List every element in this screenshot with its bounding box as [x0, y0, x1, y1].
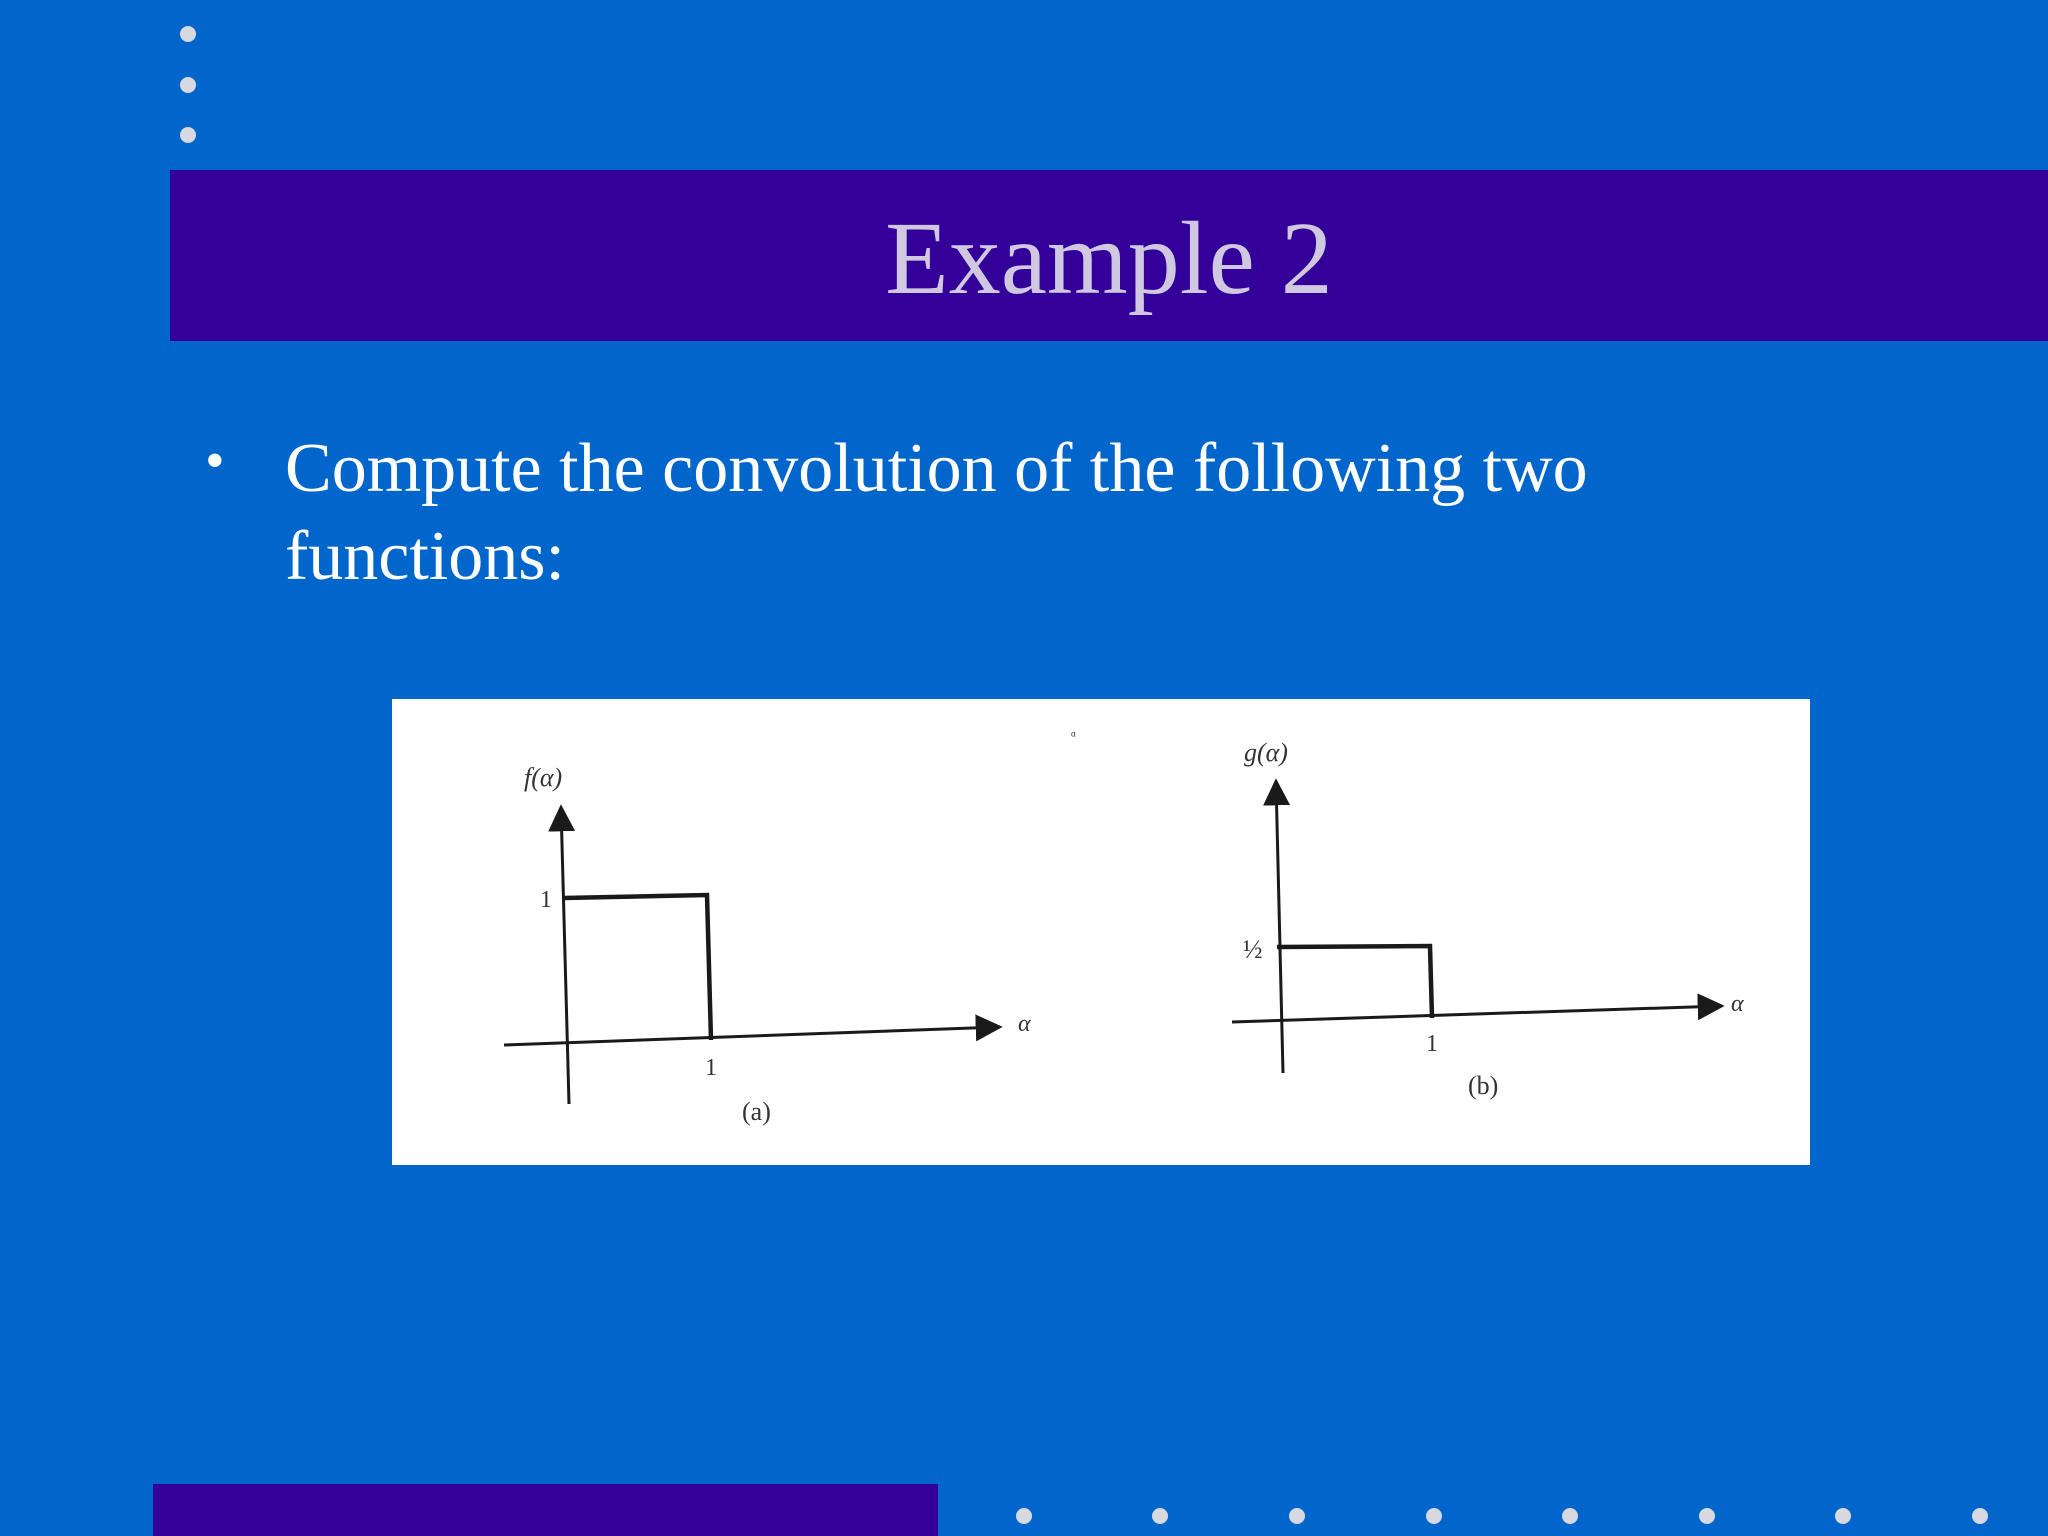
panel-a-x-axis: [504, 1027, 1000, 1045]
panel-b: [1232, 738, 1744, 1100]
decor-dot: [180, 127, 196, 143]
panel-b-y-axis: [1276, 781, 1283, 1073]
decor-dot: [180, 26, 196, 42]
title-band: [170, 170, 2048, 341]
panel-a-pulse: [564, 895, 711, 1040]
decor-dot: [180, 77, 196, 93]
panel-b-x-tick: 1: [1426, 1031, 1438, 1057]
decor-dot: [1152, 1508, 1168, 1524]
bullet-text: Compute the convolution of the following two functions:: [285, 430, 1588, 595]
figure-panel: [392, 699, 1810, 1165]
decor-dot: [1972, 1508, 1988, 1524]
panel-a-ylabel: f(α): [524, 763, 563, 792]
panel-a-y-axis: [561, 807, 569, 1104]
decor-dot: [1016, 1508, 1032, 1524]
panel-a-caption: (a): [742, 1097, 771, 1126]
panel-a-y-tick: 1: [540, 887, 552, 913]
bottom-band: [153, 1484, 938, 1536]
panel-a: [504, 763, 1031, 1126]
decor-dot: [1562, 1508, 1578, 1524]
decor-dot: [1289, 1508, 1305, 1524]
panel-b-caption: (b): [1468, 1071, 1499, 1100]
panel-a-x-tick: 1: [705, 1055, 717, 1081]
decor-dot: [1699, 1508, 1715, 1524]
figure-svg: [392, 699, 1810, 1165]
scan-artifact: ᵅ: [1071, 728, 1077, 745]
panel-b-xlabel: α: [1731, 991, 1744, 1017]
bullet-marker: •: [205, 430, 225, 492]
panel-b-x-axis: [1232, 1006, 1722, 1022]
panel-a-xlabel: α: [1018, 1011, 1031, 1037]
decor-dot: [1835, 1508, 1851, 1524]
panel-b-pulse: [1277, 946, 1432, 1018]
decor-dot: [1426, 1508, 1442, 1524]
slide-title: Example 2: [885, 200, 1333, 316]
panel-b-y-tick: ½: [1243, 935, 1263, 964]
panel-b-ylabel: g(α): [1244, 738, 1288, 767]
